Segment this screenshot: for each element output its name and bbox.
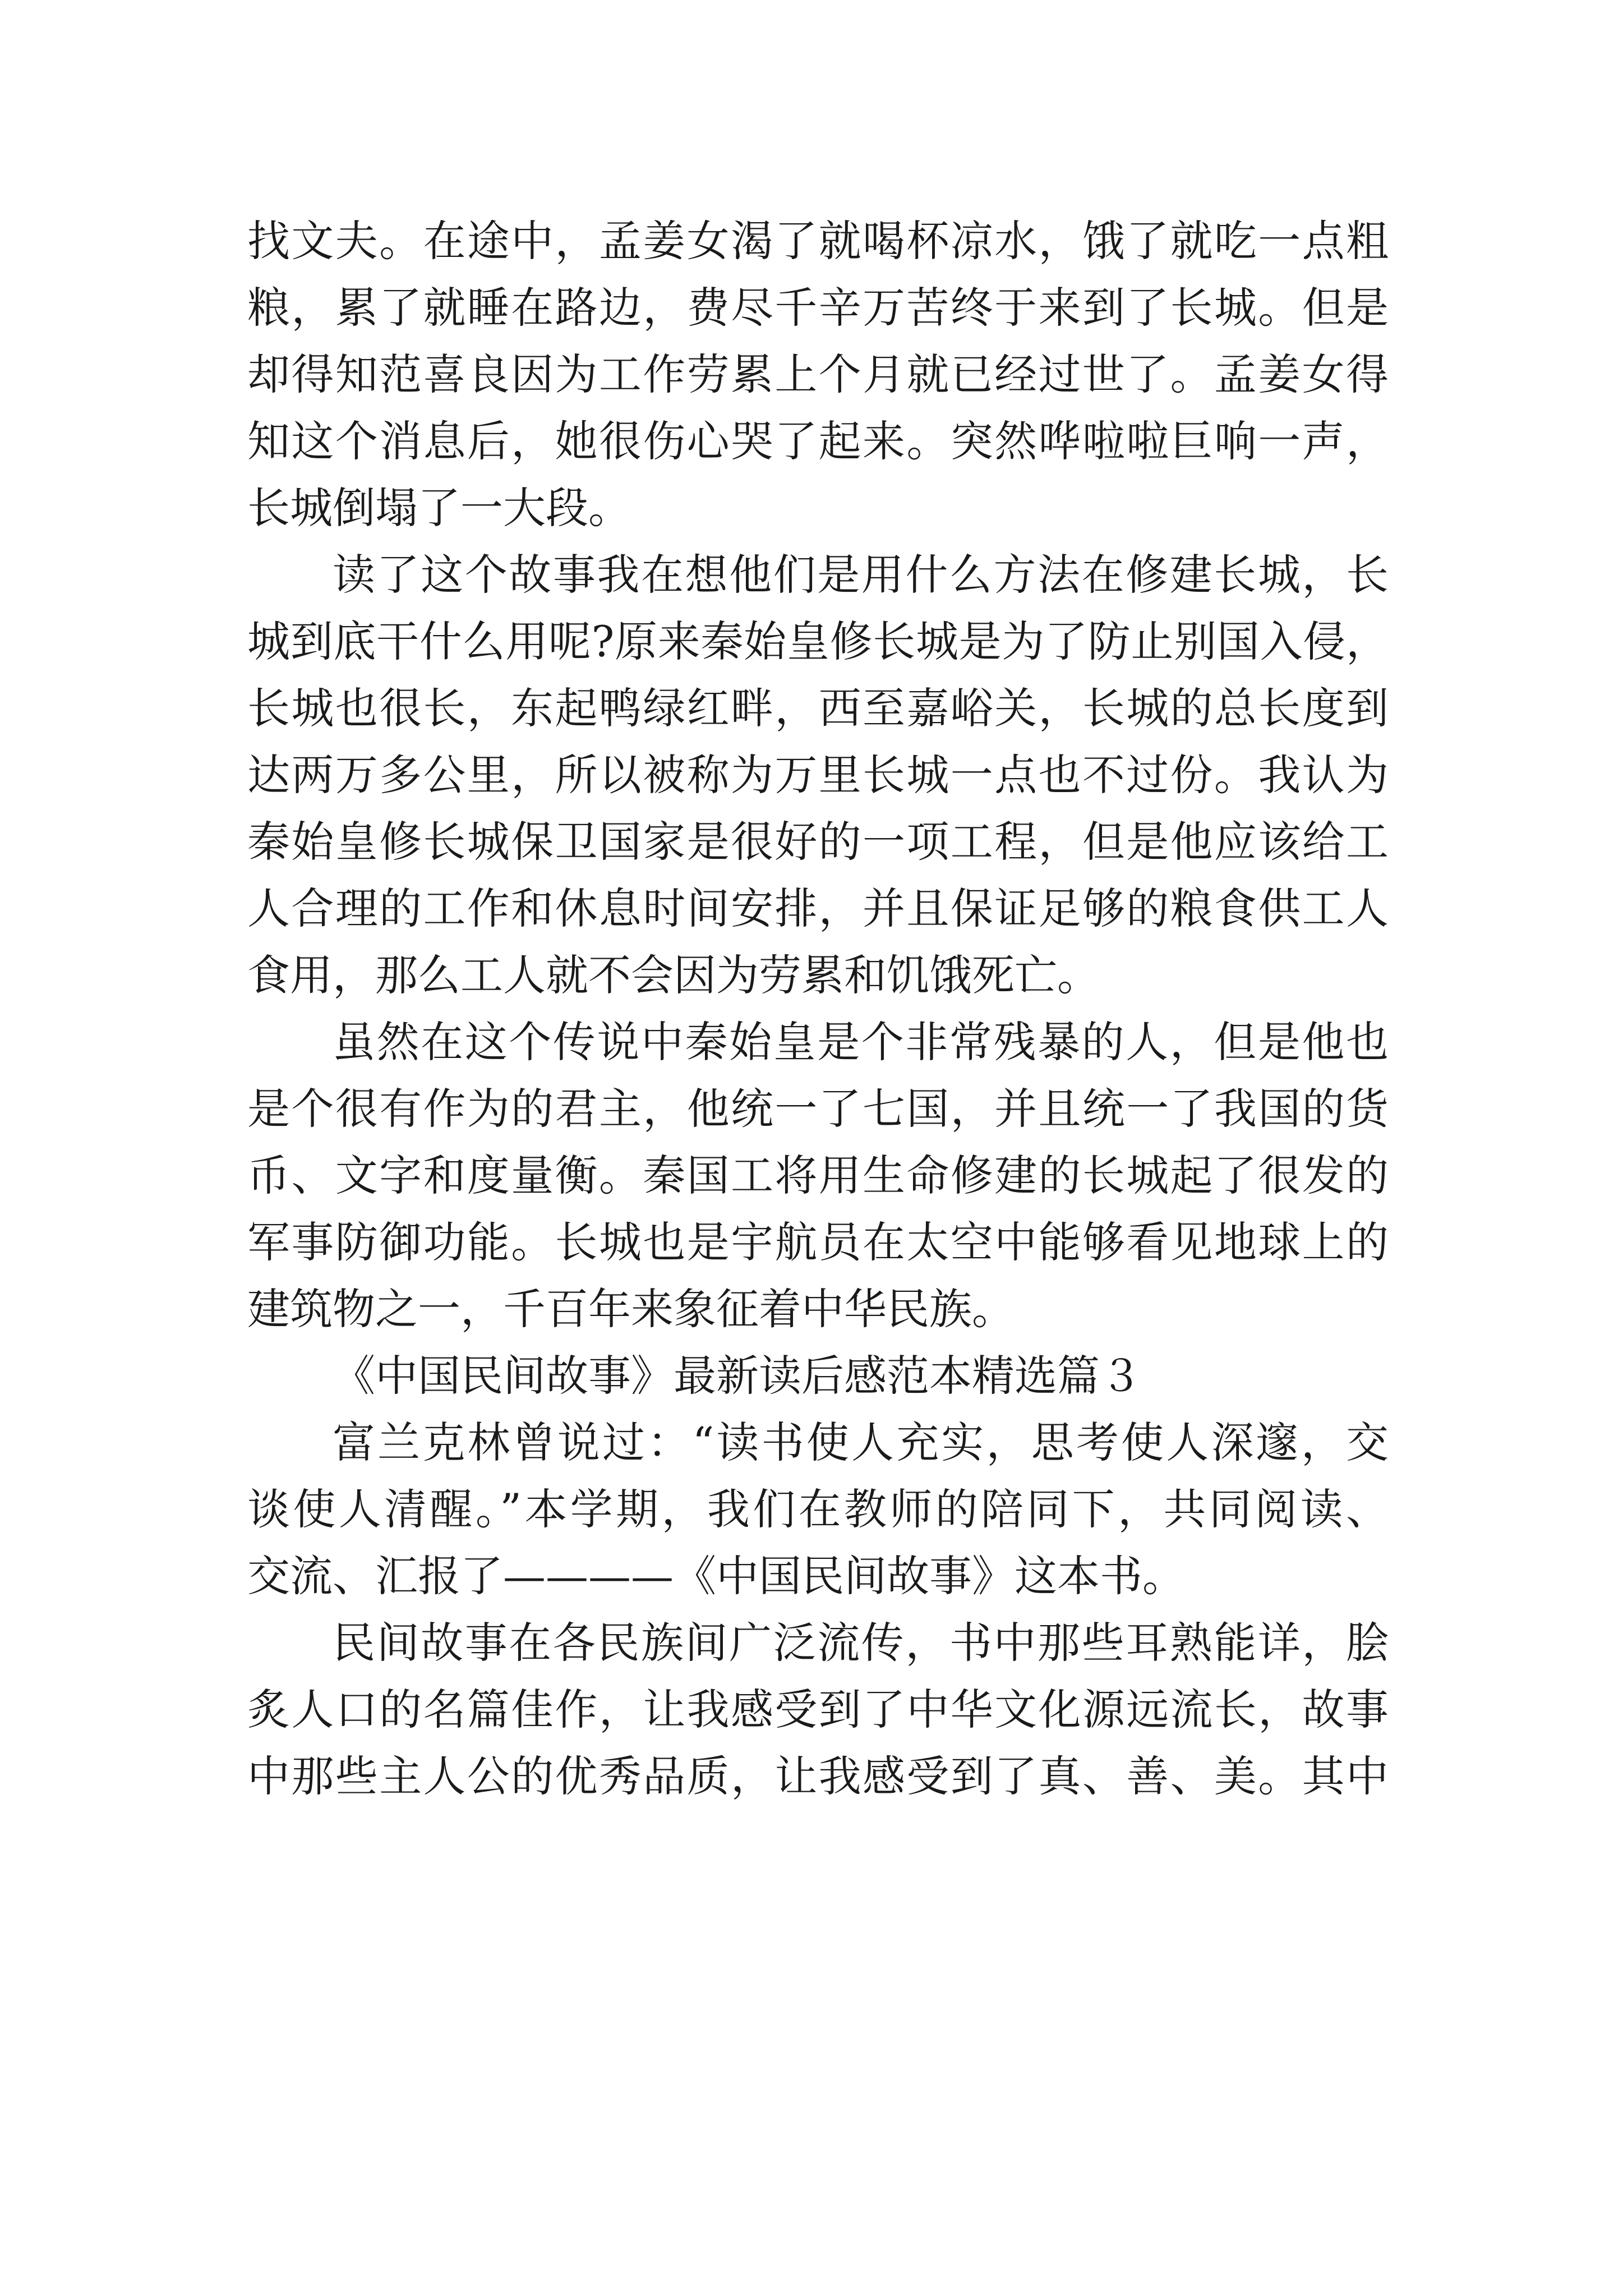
text-line: 军事防御功能。长城也是宇航员在太空中能够看见地球上的 <box>247 1217 1389 1267</box>
text-line: 知这个消息后，她很伤心哭了起来。突然哗啦啦巨响一声， <box>247 416 1389 466</box>
text-line: 粮，累了就睡在路边，费尽千辛万苦终于来到了长城。但是 <box>247 283 1389 333</box>
text-line: 是个很有作为的君主，他统一了七国，并且统一了我国的货 <box>247 1084 1389 1134</box>
text-line: 富兰克林曾说过：“读书使人充实，思考使人深邃，交 <box>333 1418 1389 1467</box>
text-line: 中那些主人公的优秀品质，让我感受到了真、善、美。其中 <box>247 1751 1389 1801</box>
text-line: 食用，那么工人就不会因为劳累和饥饿死亡。 <box>247 950 1100 1000</box>
text-line: 交流、汇报了————《中国民间故事》这本书。 <box>247 1551 1185 1601</box>
text-line: 建筑物之一，千百年来象征着中华民族。 <box>247 1284 1015 1334</box>
section-heading: 《中国民间故事》最新读后感范本精选篇３ <box>333 1351 1142 1401</box>
text-line: 却得知范喜良因为工作劳累上个月就已经过世了。孟姜女得 <box>247 349 1389 399</box>
text-line: 长城也很长，东起鸭绿红畔，西至嘉峪关，长城的总长度到 <box>247 683 1389 733</box>
text-line: 达两万多公里，所以被称为万里长城一点也不过份。我认为 <box>247 750 1389 800</box>
text-line: 秦始皇修长城保卫国家是很好的一项工程，但是他应该给工 <box>247 817 1389 867</box>
text-line: 读了这个故事我在想他们是用什么方法在修建长城，长 <box>333 550 1389 600</box>
text-line: 虽然在这个传说中秦始皇是个非常残暴的人，但是他也 <box>333 1017 1389 1067</box>
text-line: 币、文字和度量衡。秦国工将用生命修建的长城起了很发的 <box>247 1151 1389 1200</box>
body-text <box>247 208 1389 1810</box>
text-line: 城到底干什么用呢?原来秦始皇修长城是为了防止别国入侵， <box>247 616 1389 666</box>
text-line: 人合理的工作和休息时间安排，并且保证足够的粮食供工人 <box>247 884 1389 933</box>
text-line: 民间故事在各民族间广泛流传，书中那些耳熟能详，脍 <box>333 1618 1389 1668</box>
text-line: 炙人口的名篇佳作，让我感受到了中华文化源远流长，故事 <box>247 1685 1389 1734</box>
text-line: 长城倒塌了一大段。 <box>247 483 631 533</box>
text-line: 找文夫。在途中，孟姜女渴了就喝杯凉水，饿了就吃一点粗 <box>247 216 1389 266</box>
text-line: 谈使人清醒。”本学期，我们在教师的陪同下，共同阅读、 <box>247 1484 1389 1534</box>
